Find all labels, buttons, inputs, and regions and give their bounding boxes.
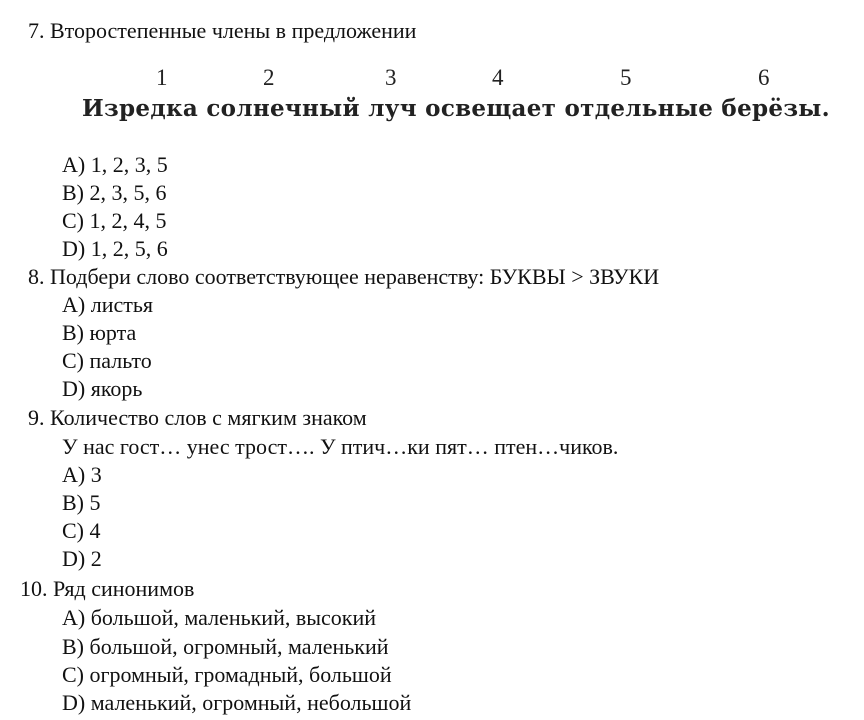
q9-exercise-text: У нас гост… унес трост…. У птич…ки пят… птен…чиков. [62, 434, 619, 459]
question-10-title: 10. Ряд синонимов [20, 576, 195, 601]
q10-option-a: A) большой, маленький, высокий [62, 605, 377, 630]
word-number-6: 6 [758, 65, 770, 90]
word-number-1: 1 [156, 65, 168, 90]
q8-option-a: A) листья [62, 292, 153, 317]
word-number-5: 5 [620, 65, 632, 90]
q8-option-c: C) пальто [62, 348, 152, 373]
q7-option-c: C) 1, 2, 4, 5 [62, 208, 167, 233]
q9-option-a: A) 3 [62, 462, 102, 487]
question-9-title: 9. Количество слов с мягким знаком [28, 405, 367, 430]
q10-option-b: B) большой, огромный, маленький [62, 634, 389, 659]
q7-option-d: D) 1, 2, 5, 6 [62, 236, 168, 261]
word-number-4: 4 [492, 65, 504, 90]
q9-option-d: D) 2 [62, 546, 102, 571]
q8-option-b: B) юрта [62, 320, 137, 345]
question-7-title: 7. Второстепенные члены в предложении [28, 18, 417, 43]
q8-option-d: D) якорь [62, 376, 143, 401]
analysis-sentence: Изредка солнечный луч освещает отдельные берёзы. [82, 95, 830, 122]
q7-option-b: B) 2, 3, 5, 6 [62, 180, 167, 205]
question-8-title: 8. Подбери слово соответствующее неравенству: БУКВЫ > ЗВУКИ [28, 264, 660, 289]
q10-option-c: C) огромный, громадный, большой [62, 662, 392, 687]
q10-option-d: D) маленький, огромный, небольшой [62, 690, 412, 715]
word-number-2: 2 [263, 65, 275, 90]
word-number-3: 3 [385, 65, 397, 90]
q9-option-b: B) 5 [62, 490, 101, 515]
q7-option-a: A) 1, 2, 3, 5 [62, 152, 168, 177]
q9-option-c: C) 4 [62, 518, 101, 543]
